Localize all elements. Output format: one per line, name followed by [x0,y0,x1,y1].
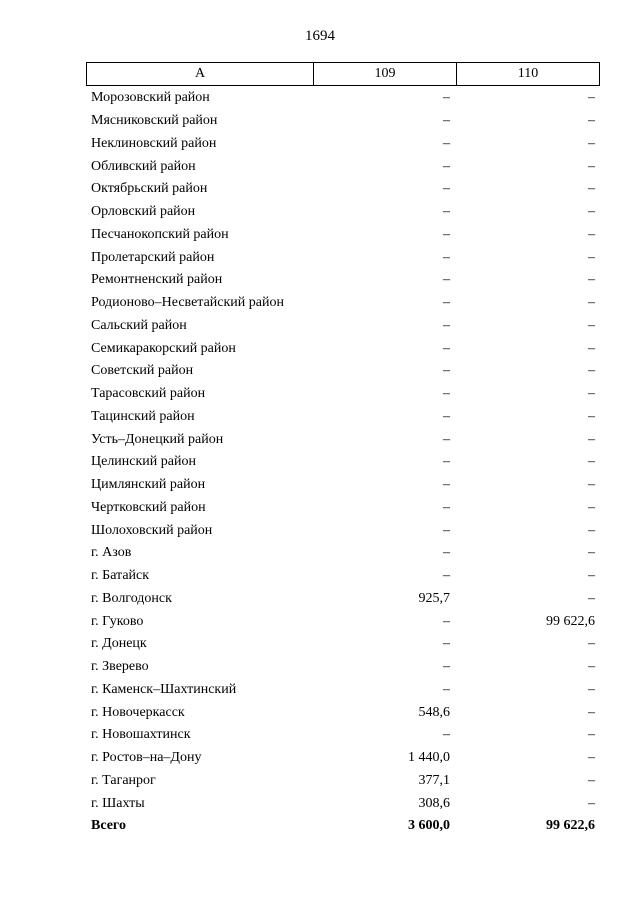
table-row [86,519,600,542]
region-name: г. Гуково [91,613,144,629]
region-name: Советский район [91,363,194,379]
value-109: – [443,477,450,493]
table-row [86,269,600,292]
table-row [86,474,600,497]
value-110: – [588,317,595,333]
table-row [86,497,600,520]
value-110: – [588,386,595,402]
table-row [86,701,600,724]
table-row [86,565,600,588]
value-110: – [588,158,595,174]
region-name: Тарасовский район [91,386,206,402]
value-109: – [443,431,450,447]
value-110: – [588,90,595,106]
value-109: 3 600,0 [408,818,450,834]
region-name: Пролетарский район [91,249,215,265]
value-109: – [443,636,450,652]
value-109: 548,6 [418,704,450,720]
table-row [86,133,600,156]
region-name: г. Новочеркасск [91,704,185,720]
value-110: – [588,204,595,220]
value-110: – [588,704,595,720]
region-name: Родионово–Несветайский район [91,295,284,311]
table-row [86,87,600,110]
region-name: Усть–Донецкий район [91,431,224,447]
value-109: – [443,408,450,424]
value-110: – [588,431,595,447]
value-109: – [443,499,450,515]
table-row [86,360,600,383]
table-row [86,451,600,474]
table-row [86,679,600,702]
table-row [86,224,600,247]
region-name: Чертковский район [91,499,206,515]
value-109: – [443,727,450,743]
value-110: 99 622,6 [546,818,595,834]
value-109: – [443,295,450,311]
total-row [86,815,600,838]
column-header-a: А [87,63,314,85]
table-row [86,315,600,338]
value-109: – [443,545,450,561]
region-name: г. Каменск–Шахтинский [91,681,237,697]
value-110: – [588,590,595,606]
region-name: Песчанокопский район [91,226,229,242]
table-row [86,201,600,224]
value-109: – [443,158,450,174]
value-110: – [588,795,595,811]
table-row [86,155,600,178]
value-109: – [443,659,450,675]
value-109: 1 440,0 [408,750,450,766]
value-110: – [588,681,595,697]
value-110: – [588,363,595,379]
value-110: – [588,181,595,197]
table-body [86,87,600,838]
region-name: г. Волгодонск [91,590,172,606]
page-number: 1694 [305,28,335,44]
table-row [86,792,600,815]
value-109: – [443,135,450,151]
value-109: – [443,386,450,402]
value-109: – [443,272,450,288]
region-name: г. Зверево [91,659,149,675]
value-110: – [588,226,595,242]
table-header [86,62,600,86]
table-row [86,178,600,201]
table-row [86,588,600,611]
region-name: Тацинский район [91,408,195,424]
value-110: – [588,727,595,743]
table-row [86,542,600,565]
table-row [86,747,600,770]
value-110: – [588,772,595,788]
region-name: Всего [91,818,126,834]
value-110: – [588,454,595,470]
table-row [86,383,600,406]
table-row [86,770,600,793]
value-110: – [588,340,595,356]
value-109: – [443,317,450,333]
table-row [86,656,600,679]
value-109: – [443,90,450,106]
value-109: 925,7 [418,590,450,606]
value-109: – [443,181,450,197]
value-110: – [588,249,595,265]
table-row [86,406,600,429]
region-name: Неклиновский район [91,135,217,151]
region-name: Ремонтненский район [91,272,223,288]
value-109: – [443,249,450,265]
table-row [86,337,600,360]
region-name: Морозовский район [91,90,210,106]
region-name: г. Азов [91,545,132,561]
value-110: – [588,408,595,424]
value-109: – [443,613,450,629]
value-110: – [588,113,595,129]
value-110: – [588,636,595,652]
table-row [86,610,600,633]
value-110: – [588,659,595,675]
table-row [86,724,600,747]
region-name: г. Таганрог [91,772,156,788]
value-110: – [588,272,595,288]
table-row [86,110,600,133]
value-109: – [443,568,450,584]
region-name: Цимлянский район [91,477,206,493]
region-name: Обливский район [91,158,196,174]
value-109: – [443,340,450,356]
value-109: – [443,113,450,129]
value-109: 308,6 [418,795,450,811]
column-header-110: 110 [517,66,539,81]
region-name: г. Донецк [91,636,147,652]
value-109: – [443,681,450,697]
region-name: Целинский район [91,454,196,470]
value-110: – [588,499,595,515]
value-109: – [443,226,450,242]
value-110: 99 622,6 [546,613,595,629]
region-name: г. Шахты [91,795,145,811]
value-109: – [443,454,450,470]
value-110: – [588,295,595,311]
region-name: г. Новошахтинск [91,727,191,743]
region-name: Октябрьский район [91,181,208,197]
region-name: г. Батайск [91,568,150,584]
value-110: – [588,135,595,151]
region-name: Мясниковский район [91,113,218,129]
region-name: Сальский район [91,317,187,333]
value-110: – [588,477,595,493]
value-110: – [588,750,595,766]
value-110: – [588,522,595,538]
region-name: Шолоховский район [91,522,213,538]
value-110: – [588,545,595,561]
value-109: – [443,522,450,538]
column-header-109: 109 [314,63,457,85]
region-name: Орловский район [91,204,196,220]
value-109: – [443,363,450,379]
value-109: – [443,204,450,220]
table-row [86,428,600,451]
value-110: – [588,568,595,584]
table-row [86,292,600,315]
table-row [86,246,600,269]
region-name: г. Ростов–на–Дону [91,750,202,766]
table-row [86,633,600,656]
region-name: Семикаракорский район [91,340,236,356]
value-109: 377,1 [418,772,450,788]
